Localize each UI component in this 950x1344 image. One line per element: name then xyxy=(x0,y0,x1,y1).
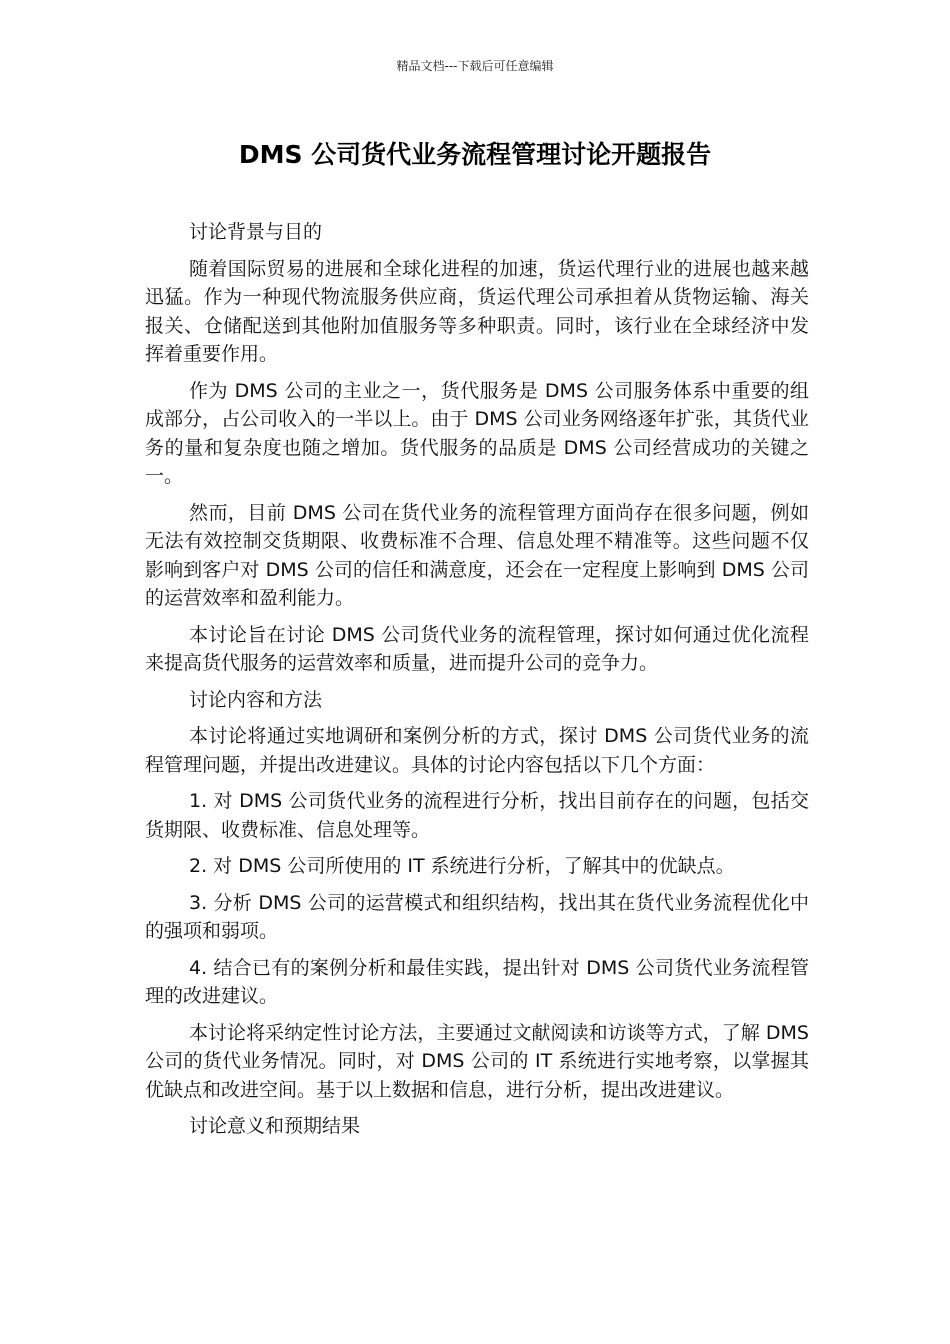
list-item-1: 1. 对 DMS 公司货代业务的流程进行分析，找出目前存在的问题，包括交货期限、收费标准、信息处理等。 xyxy=(145,790,809,841)
paragraph-methods: 本讨论将采纳定性讨论方法，主要通过文献阅读和访谈等方式，了解 DMS 公司的货代业务情况。同时，对 DMS 公司的 IT 系统进行实地考察，以掌握其优缺点和改进空间。基于以上数据和信息，进行分析，提出改进建议。 xyxy=(145,1021,809,1101)
section-heading-content-methods: 讨论内容和方法 xyxy=(189,688,323,711)
page-header: 精品文档---下载后可任意编辑 xyxy=(396,59,554,73)
document-title: DMS 公司货代业务流程管理讨论开题报告 xyxy=(238,140,712,169)
paragraph-content-intro: 本讨论将通过实地调研和案例分析的方式，探讨 DMS 公司货代业务的流程管理问题，并提出改进建议。具体的讨论内容包括以下几个方面： xyxy=(145,725,809,776)
paragraph-background-4: 本讨论旨在讨论 DMS 公司货代业务的流程管理，探讨如何通过优化流程来提高货代服务的运营效率和质量，进而提升公司的竞争力。 xyxy=(145,623,809,674)
paragraph-background-2: 作为 DMS 公司的主业之一，货代服务是 DMS 公司服务体系中重要的组成部分，占公司收入的一半以上。由于 DMS 公司业务网络逐年扩张，其货代业务的量和复杂度也随之增加。货代服务的品质是 DMS 公司经营成功的关键之一。 xyxy=(145,379,809,487)
paragraph-background-3: 然而，目前 DMS 公司在货代业务的流程管理方面尚存在很多问题，例如无法有效控制交货期限、收费标准不合理、信息处理不精准等。这些问题不仅影响到客户对 DMS 公司的信任和满意度，还会在一定程度上影响到 DMS 公司的运营效率和盈利能力。 xyxy=(145,501,809,609)
list-item-4: 4. 结合已有的案例分析和最佳实践，提出针对 DMS 公司货代业务流程管理的改进建议。 xyxy=(145,956,809,1007)
section-heading-significance: 讨论意义和预期结果 xyxy=(189,1115,361,1137)
paragraph-background-1: 随着国际贸易的进展和全球化进程的加速，货运代理行业的进展也越来越迅猛。作为一种现代物流服务供应商，货运代理公司承担着从货物运输、海关报关、仓储配送到其他附加值服务等多种职责。同时，该行业在全球经济中发挥着重要作用。 xyxy=(145,257,809,365)
list-item-3: 3. 分析 DMS 公司的运营模式和组织结构，找出其在货代业务流程优化中的强项和弱项。 xyxy=(145,891,809,942)
list-item-2: 2. 对 DMS 公司所使用的 IT 系统进行分析，了解其中的优缺点。 xyxy=(189,855,735,877)
document-body xyxy=(145,218,809,1149)
section-heading-background: 讨论背景与目的 xyxy=(189,221,323,243)
